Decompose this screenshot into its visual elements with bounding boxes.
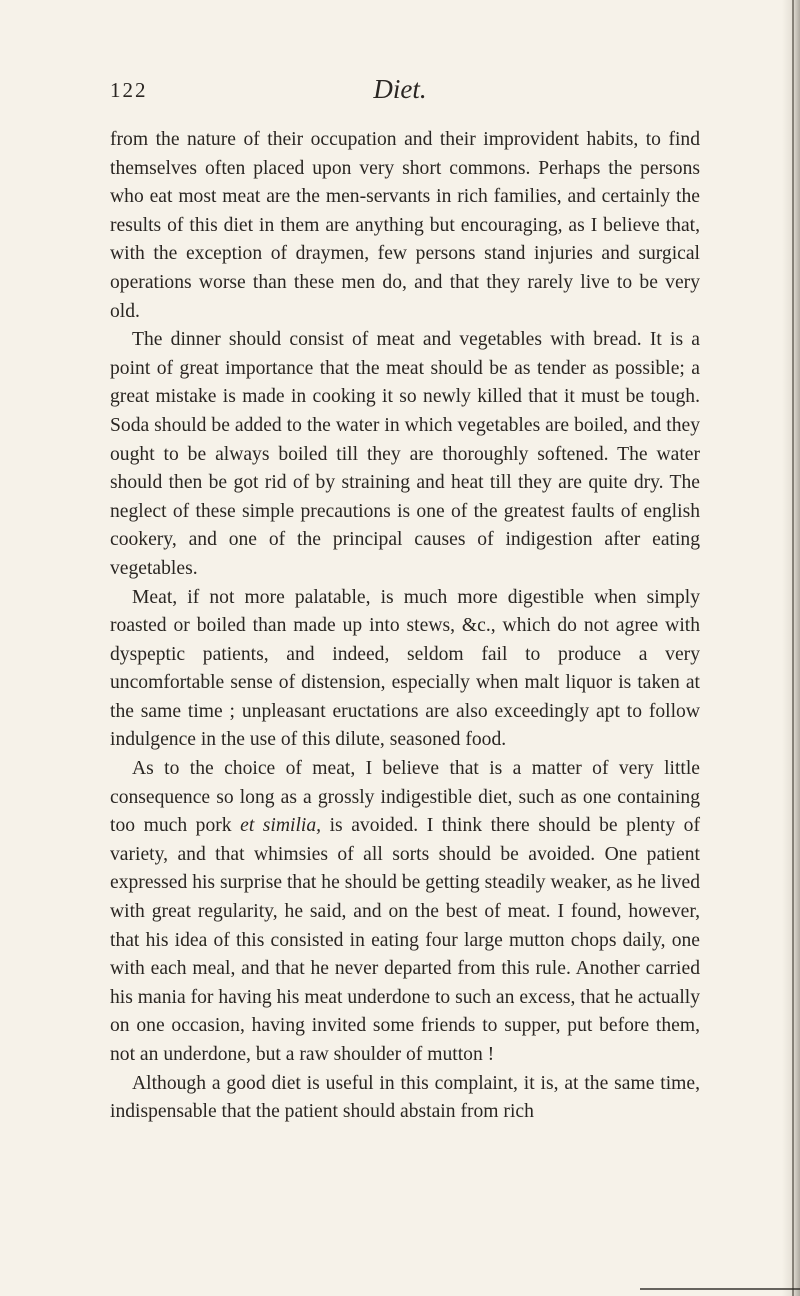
page-edge-shadow: [782, 0, 800, 1296]
paragraph-3: Meat, if not more palatable, is much more digestible when simply roasted or boiled than made up into stews, &c., which do not agree with dyspeptic patients, and indeed, seldom fail to produce a very uncomfortable sense of distension, especially when malt liquor is taken at the same time ; unpleasant eructations are also exceedingly apt to follow indulgence in the use of this dilute, seasoned food.: [110, 586, 700, 751]
page-number: 122: [110, 78, 148, 102]
bottom-edge-line: [640, 1288, 800, 1290]
latin-phrase: et similia,: [240, 815, 322, 837]
page-header: [0, 74, 800, 114]
paragraph-4-text-start: As to the choice of meat, I believe that is a matter of very little consequence so long as a grossly indigestible diet, such as one containing too much pork: [110, 758, 700, 837]
running-title: Diet.: [373, 74, 427, 104]
paragraph-2: The dinner should consist of meat and vegetables with bread. It is a point of great importance that the meat should be as tender as possible; a great mistake is made in cooking it so newly killed that it must be tough. Soda should be added to the water in which vegetables are boiled, and they ought to be always boiled till they are thoroughly softened. The water should then be got rid of by straining and heat till they are quite dry. The neglect of these simple precautions is one of the greatest faults of english cookery, and one of the principal causes of indigestion after eating vegetables.: [110, 329, 700, 579]
paragraph-5: Although a good diet is useful in this complaint, it is, at the same time, indispensable that the patient should abstain from rich: [110, 1072, 700, 1123]
paragraph-4: [110, 755, 700, 1070]
paragraph-4-text-end: is avoided. I think there should be plenty of variety, and that whimsies of all sorts should be avoided. One patient expressed his surprise that he should be getting steadily weaker, as he lived with great regularity, he said, and on the best of meat. I found, however, that his idea of this consisted in eating four large mutton chops daily, one with each meal, and that he never departed from this rule. Another carried his mania for having his meat underdone to such an excess, that he actually on one occasion, having invited some friends to supper, put before them, not an underdone, but a raw shoulder of mutton !: [110, 815, 700, 1065]
body-text: [110, 126, 700, 1127]
paragraph-1: from the nature of their occupation and their improvident habits, to find themselves often placed upon very short commons. Perhaps the persons who eat most meat are the men-servants in rich families, and certainly the results of this diet in them are anything but encouraging, as I believe that, with the exception of draymen, few persons stand injuries and surgical operations worse than these men do, and that they rarely live to be very old.: [110, 129, 700, 322]
page-edge-line: [792, 0, 794, 1296]
